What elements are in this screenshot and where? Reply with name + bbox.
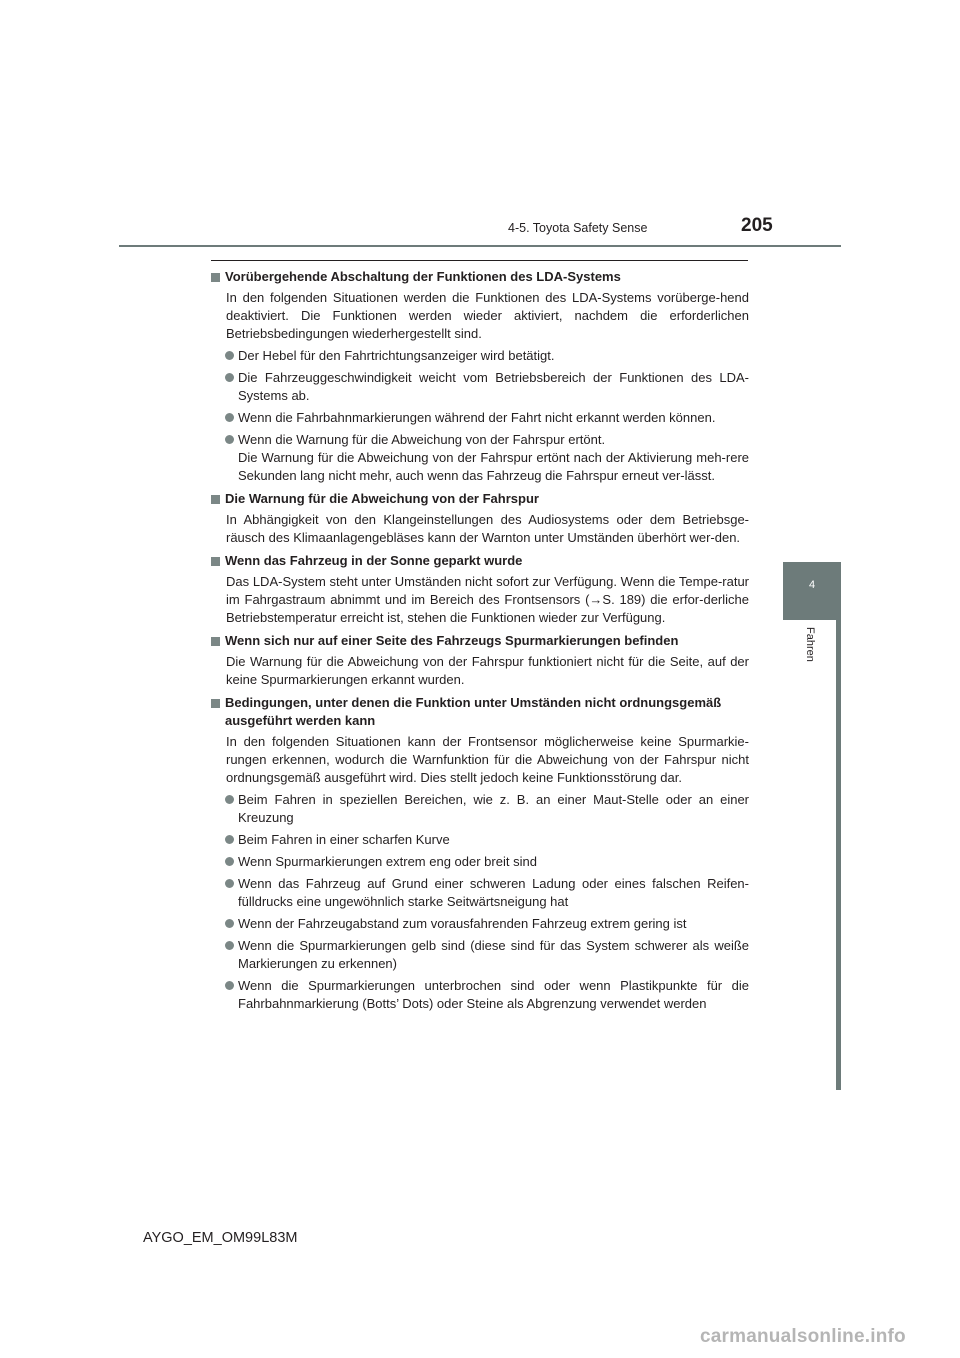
chapter-label: Fahren — [804, 627, 816, 662]
bullet-text: Wenn die Warnung für die Abweichung von der Fahrspur ertönt. Die Warnung für die Abweichung von der Fahrspur ertönt nach der Aktivierung meh-rere Sekunden lang nicht mehr, auch wenn das Fahrzeug die Fahrspur erneut ver-lässt. — [238, 432, 749, 483]
round-bullet-icon — [225, 373, 234, 382]
square-bullet-icon — [211, 495, 220, 504]
bullet-text: Beim Fahren in einer scharfen Kurve — [238, 832, 450, 847]
round-bullet-icon — [225, 981, 234, 990]
section — [211, 552, 749, 627]
square-bullet-icon — [211, 699, 220, 708]
bullet-text: Die Fahrzeuggeschwindigkeit weicht vom Betriebsbereich der Funktionen des LDA-Systems ab. — [238, 370, 749, 403]
bullet-item — [211, 409, 749, 427]
section-paragraph: Die Warnung für die Abweichung von der Fahrspur funktioniert nicht für die Seite, auf der keine Spurmarkierungen erkannt wurden. — [226, 654, 749, 687]
section-title-text: Bedingungen, unter denen die Funktion unter Umständen nicht ordnungsgemäß ausgeführt werden kann — [225, 695, 722, 728]
section-paragraph: In Abhängigkeit von den Klangeinstellungen des Audiosystems oder dem Betriebsge-räusch des Klimaanlagengebläses kann der Warnton unter Umständen überhört wer-den. — [226, 512, 749, 545]
section-title-text: Vorübergehende Abschaltung der Funktionen des LDA-Systems — [225, 269, 621, 284]
round-bullet-icon — [225, 413, 234, 422]
section-title — [211, 268, 749, 286]
section-paragraph: In den folgenden Situationen werden die Funktionen des LDA-Systems vorüberge-hend deaktiviert. Die Funktionen werden wieder aktiviert, nachdem die erforderlichen Betriebsbedingungen wiederhergestellt sind. — [226, 290, 749, 341]
bullet-item — [211, 369, 749, 405]
square-bullet-icon — [211, 557, 220, 566]
section-title — [211, 490, 749, 508]
chapter-tab — [783, 562, 841, 620]
bullet-text: Wenn die Spurmarkierungen gelb sind (diese sind für das System schwerer als weiße Markierungen zu erkennen) — [238, 938, 749, 971]
square-bullet-icon — [211, 637, 220, 646]
chapter-tab-number: 4 — [808, 579, 816, 591]
bullet-text: Beim Fahren in speziellen Bereichen, wie z. B. an einer Maut-Stelle oder an einer Kreuzung — [238, 792, 749, 825]
page-number: 205 — [741, 215, 773, 236]
round-bullet-icon — [225, 435, 234, 444]
round-bullet-icon — [225, 941, 234, 950]
section — [211, 268, 749, 485]
header-section-title: 4-5. Toyota Safety Sense — [508, 221, 648, 235]
chapter-tab-strip — [836, 620, 841, 1090]
content-body — [211, 268, 749, 1013]
content-top-rule — [211, 260, 748, 261]
square-bullet-icon — [211, 273, 220, 282]
section — [211, 632, 749, 689]
section-title — [211, 552, 749, 570]
round-bullet-icon — [225, 351, 234, 360]
section-paragraph: Das LDA-System steht unter Umständen nicht sofort zur Verfügung. Wenn die Tempe-ratur im Fahrgastraum abnimmt und im Bereich des Frontsensors (→S. 189) die erfor-derliche Betriebstemperatur erreicht ist, stehen die Funktionen wieder zur Verfügung. — [226, 574, 749, 625]
header-rule — [119, 245, 841, 247]
bullet-item — [211, 875, 749, 911]
bullet-item — [211, 431, 749, 485]
bullet-item — [211, 791, 749, 827]
bullet-item — [211, 915, 749, 933]
section-title — [211, 694, 749, 730]
bullet-text: Wenn Spurmarkierungen extrem eng oder breit sind — [238, 854, 537, 869]
bullet-item — [211, 937, 749, 973]
bullet-item — [211, 347, 749, 365]
bullet-text: Wenn das Fahrzeug auf Grund einer schweren Ladung oder eines falschen Reifen-fülldrucks eine ungewöhnlich starke Seitwärtsneigung hat — [238, 876, 749, 909]
section-title-text: Wenn das Fahrzeug in der Sonne geparkt wurde — [225, 553, 523, 568]
section-title-text: Die Warnung für die Abweichung von der Fahrspur — [225, 491, 539, 506]
bullet-item — [211, 977, 749, 1013]
section — [211, 694, 749, 1013]
round-bullet-icon — [225, 879, 234, 888]
round-bullet-icon — [225, 795, 234, 804]
round-bullet-icon — [225, 919, 234, 928]
bullet-text: Wenn die Fahrbahnmarkierungen während der Fahrt nicht erkannt werden können. — [238, 410, 716, 425]
bullet-item — [211, 831, 749, 849]
footer-document-code: AYGO_EM_OM99L83M — [143, 1230, 298, 1246]
round-bullet-icon — [225, 835, 234, 844]
bullet-text: Wenn der Fahrzeugabstand zum vorausfahrenden Fahrzeug extrem gering ist — [238, 916, 687, 931]
bullet-item — [211, 853, 749, 871]
bullet-text: Wenn die Spurmarkierungen unterbrochen sind oder wenn Plastikpunkte für die Fahrbahnmarkierung (Botts’ Dots) oder Steine als Abgrenzung verwendet werden — [238, 978, 749, 1011]
round-bullet-icon — [225, 857, 234, 866]
section — [211, 490, 749, 547]
bullet-text: Der Hebel für den Fahrtrichtungsanzeiger wird betätigt. — [238, 348, 555, 363]
section-title-text: Wenn sich nur auf einer Seite des Fahrzeugs Spurmarkierungen befinden — [225, 633, 679, 648]
section-title — [211, 632, 749, 650]
section-paragraph: In den folgenden Situationen kann der Frontsensor möglicherweise keine Spurmarkie-rungen erkennen, wodurch die Warnfunktion für die Abweichung von der Fahrspur nicht ordnungsgemäß ausgeführt wird. Dies stellt jedoch keine Funktionsstörung dar. — [226, 734, 749, 785]
watermark: carmanualsonline.info — [700, 1326, 906, 1347]
